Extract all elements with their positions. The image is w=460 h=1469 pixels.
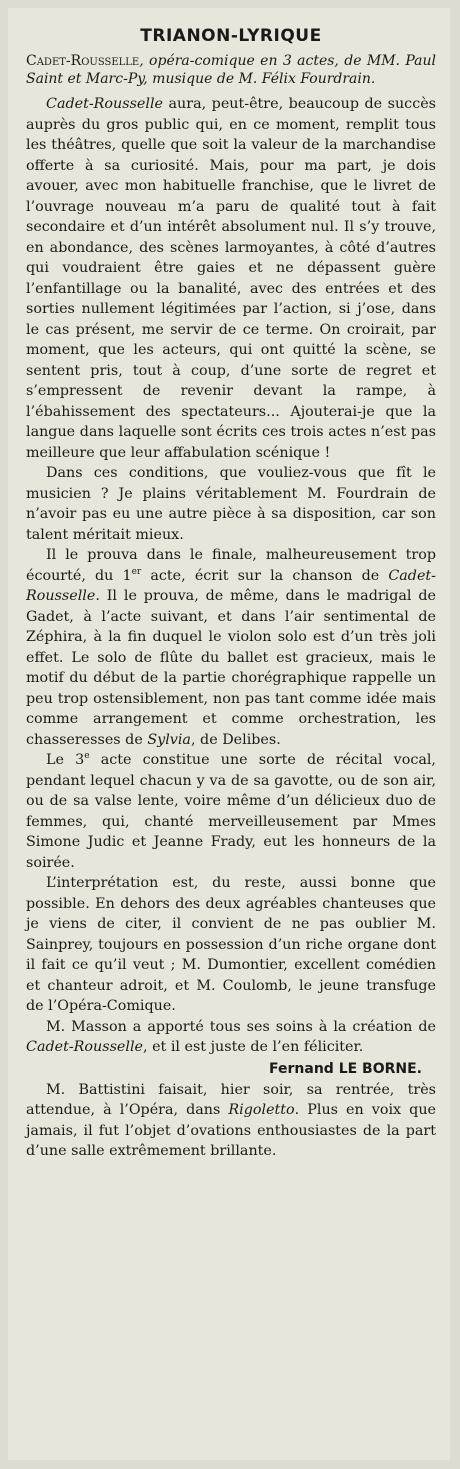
paragraph-6 xyxy=(26,1017,436,1058)
paragraph-7 xyxy=(26,1080,436,1162)
paragraph-5: L’interprétation est, du reste, aussi bonne que possible. En dehors des deux agréables chanteuses que je viens de citer, il convient de ne pas oublier M. Sainprey, toujours en possession d’un riche organe dont il fait ce qu’il veut ; M. Dumontier, excellent comédien et chanteur adroit, et M. Coulomb, le jeune transfuge de l’Opéra-Comique. xyxy=(26,875,436,1014)
article-title: TRIANON-LYRIQUE xyxy=(140,26,322,46)
p3-text-c: . Il le prouva, de même, dans le madrigal de Gadet, à l’acte suivant, et dans l’air sentimental de Zéphira, à la fin duquel le violon solo est d’un très joli effet. Le solo de flûte du ballet est gracieux, mais le motif du début de la partie chorégraphique rappelle un peu trop ostensiblement, non pas tant comme idée mais comme arrangement et comme orchestration, les chasseresses de xyxy=(26,588,436,748)
p4-text-a: Le 3 xyxy=(46,752,85,768)
p3-text-a: Il le prouva dans le finale, malheureusement trop écourté, du 1 xyxy=(26,547,436,584)
p1-text: aura, peut-être, beaucoup de succès auprès du gros public qui, en ce moment, remplit tous les théâtres, quelle que soit la valeur de la marchandise offerte à sa curiosité. Mais, pour ma part, je dois avouer, avec mon habituelle franchise, que le livret de l’ouvrage nouveau m’a paru de qualité tout à fait secondaire et d’un intérêt absolument nul. Il s’y trouve, en abondance, des scènes larmoyantes, à côté d’autres qui voudraient être gaies et ne dépassent guère l’enfantillage ou la banalité, avec des entrées et des sorties nullement légitimées par l’action, si j’ose, dans le cas présent, me servir de ce terme. On croirait, par moment, que les acteurs, qui ont quitté la scène, se sentent pris, tout à coup, d’une sorte de regret et s’empressent de revenir devant la rampe, à l’ébahissement des spectateurs... Ajouterai-je que la langue dans laquelle sont écrits ces trois actes n’est pas meilleure que leur affabulation scénique ! xyxy=(26,96,436,461)
p3-work-title: Cadet-Rousselle xyxy=(26,567,436,604)
p3-sylvia-title: Sylvia xyxy=(147,731,191,748)
p3-text-d: , de Delibes. xyxy=(190,731,281,748)
p7-text-a: M. Battistini faisait, hier soir, sa rentrée, très attendue, à l’Opéra, dans xyxy=(26,1081,436,1118)
p1-work-title: Cadet-Rousselle xyxy=(46,96,163,112)
p3-superscript: er xyxy=(131,566,142,577)
headline-credits: , opéra-comique en 3 actes, de MM. Paul Saint et Marc-Py, musique de M. Félix Fourdrain. xyxy=(26,53,436,87)
p6-work-title: Cadet-Rousselle xyxy=(26,1039,143,1055)
paragraph-3 xyxy=(26,545,436,750)
p7-opera-title: Rigoletto xyxy=(228,1102,295,1118)
p3-text-b: acte, écrit sur la chanson de xyxy=(141,567,389,584)
author-signature: Fernand LE BORNE. xyxy=(269,1060,422,1077)
headline-work-title: Cadet-Rousselle xyxy=(26,53,140,69)
p4-text-b: acte constitue une sorte de récital vocal, pendant lequel chacun y va de sa gavotte, ou de son air, ou de sa valse lente, voire même d’un délicieux duo de femmes, qui, chanté merveilleusement par Mmes Simone Judic et Jeanne Frady, eut les honneurs de la soirée. xyxy=(26,752,436,871)
article-headline xyxy=(26,52,436,88)
p6-text-a: M. Masson a apporté tous ses soins à la création de xyxy=(46,1018,436,1035)
paragraph-2: Dans ces conditions, que vouliez-vous que fît le musicien ? Je plains véritablement M. Fourdrain de n’avoir pas eu une autre pièce à sa disposition, car son talent méritait mieux. xyxy=(26,465,436,543)
paragraph-4 xyxy=(26,750,436,873)
newspaper-column xyxy=(8,8,450,1460)
paragraph-1 xyxy=(26,94,436,463)
p4-superscript: e xyxy=(84,751,90,762)
p6-text-b: , et il est juste de l’en féliciter. xyxy=(142,1039,364,1055)
p7-text-b: . Plus en voix que jamais, il fut l’objet d’ovations enthousiastes de la part d’une salle extrêmement brillante. xyxy=(26,1102,436,1159)
